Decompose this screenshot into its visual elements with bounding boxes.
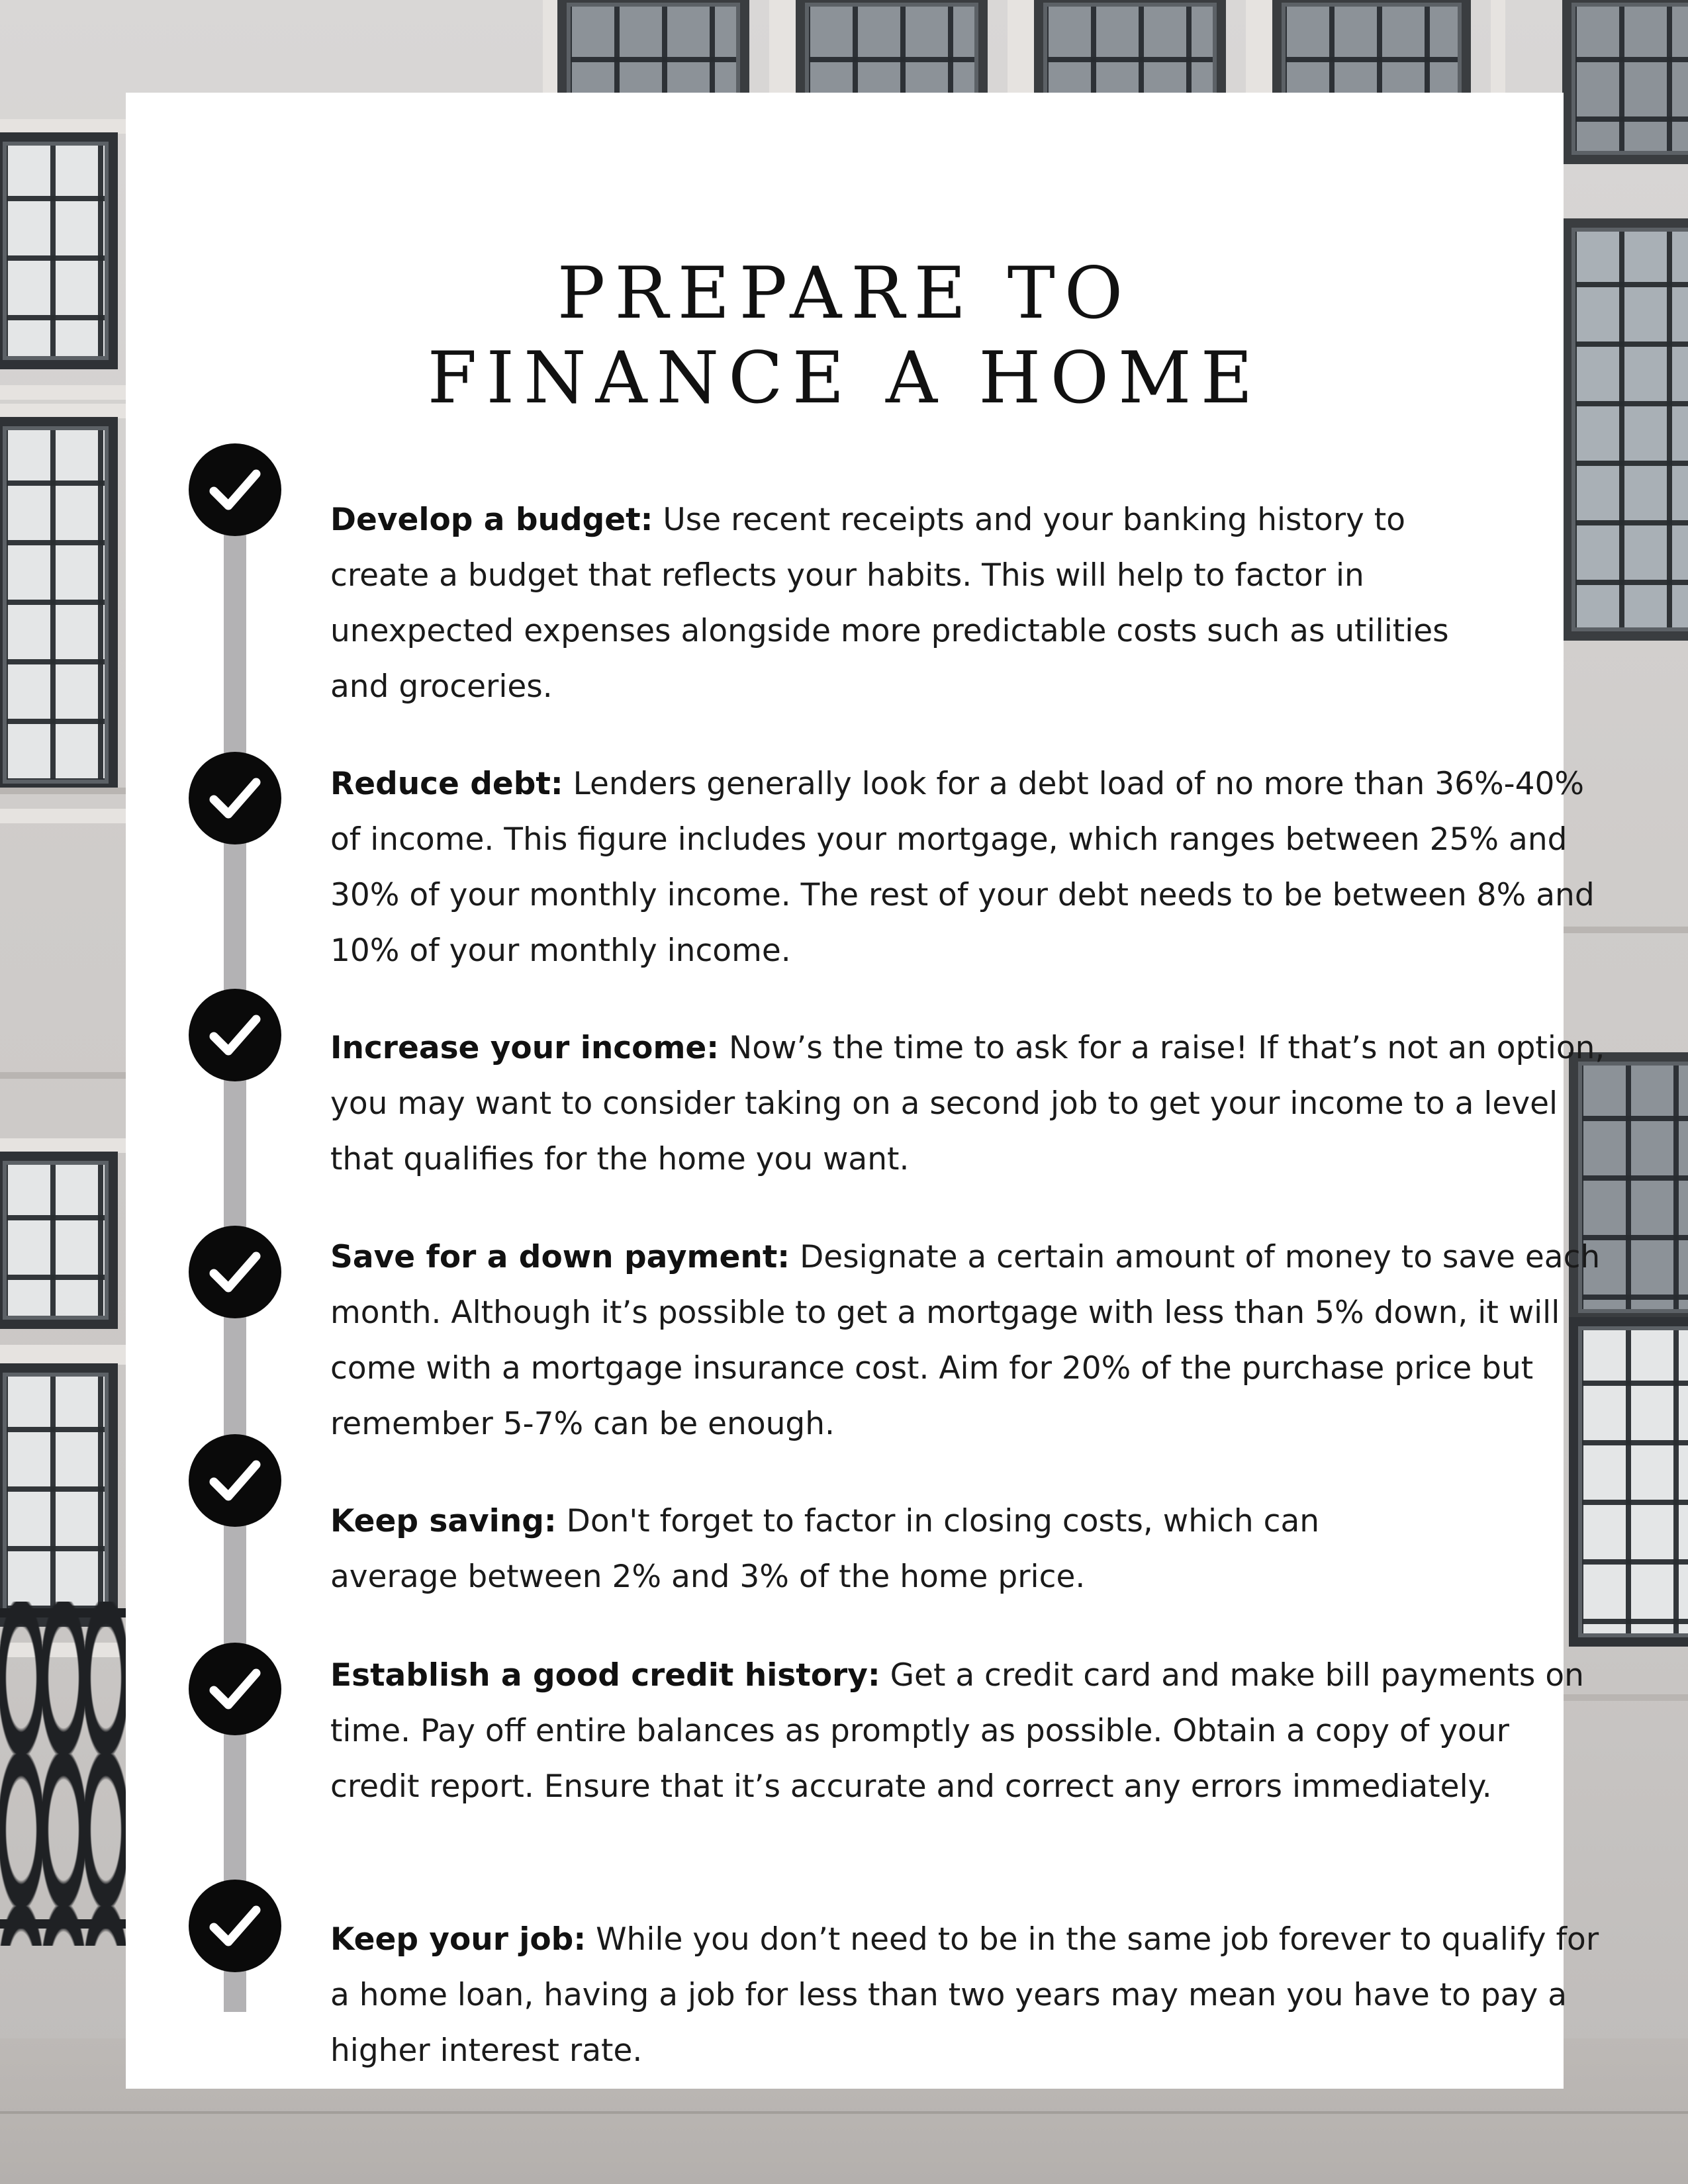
checkmark-icon (209, 1457, 261, 1504)
checkmark-icon (209, 1011, 261, 1059)
window (0, 417, 118, 793)
check-circle-icon (189, 989, 281, 1081)
window (1562, 218, 1688, 641)
checklist-item-debt (330, 756, 1608, 979)
item-heading: Increase your income: (330, 1030, 720, 1066)
iron-railing (0, 1602, 126, 1946)
item-heading: Save for a down payment: (330, 1239, 790, 1275)
check-circle-icon (189, 1643, 281, 1735)
page-title-line-2: FINANCE A HOME (427, 337, 1262, 420)
item-heading: Keep your job: (330, 1921, 586, 1958)
check-circle-icon (189, 443, 281, 536)
item-text: Designate a certain amount of money to save each month. Although it’s possible to get a mortgage with less than 5% down, it will come with a mortgage insurance cost. Aim for 20% of the purchase price but remember 5-7% can be enough. (330, 1239, 1601, 1442)
page-title-line-1: PREPARE TO (557, 252, 1133, 335)
checklist-item-job (330, 1912, 1608, 2079)
item-text: While you don’t need to be in the same job forever to qualify for a home loan, having a job for less than two years may mean you have to pay a higher interest rate. (330, 1921, 1599, 2069)
content-card (126, 93, 1605, 2089)
item-text: Now’s the time to ask for a raise! If that’s not an option, you may want to consider taking on a second job to get your income to a level that qualifies for the home you want. (330, 1030, 1605, 1177)
window (0, 1152, 118, 1329)
item-text: Get a credit card and make bill payments on time. Pay off entire balances as promptly as possible. Obtain a copy of your credit report. Ensure that it’s accurate and correct any errors immediately. (330, 1657, 1584, 1805)
item-heading: Establish a good credit history: (330, 1657, 880, 1694)
railing-bar (0, 1919, 126, 1929)
checkmark-icon (209, 1665, 261, 1713)
checkmark-icon (209, 466, 261, 514)
window (0, 1363, 118, 1627)
checkmark-icon (209, 774, 261, 822)
window (1562, 0, 1688, 164)
page-title (126, 251, 1564, 421)
checklist-item-saving (330, 1494, 1456, 1605)
stone-course (0, 788, 132, 794)
stone-course (0, 1072, 132, 1079)
check-circle-icon (189, 752, 281, 844)
checklist-item-credit (330, 1648, 1608, 1815)
check-circle-icon (189, 1434, 281, 1527)
item-text: Lenders generally look for a debt load of no more than 36%-40% of income. This figure includes your mortgage, which ranges between 25% and 30% of your monthly income. The rest of your debt needs to be between 8% and 10% of your monthly income. (330, 766, 1595, 969)
checklist-item-budget (330, 492, 1469, 715)
item-text: Don't forget to factor in closing costs, which can average between 2% and 3% of the home price. (330, 1503, 1320, 1595)
checklist-item-income (330, 1021, 1608, 1187)
item-heading: Keep saving: (330, 1503, 557, 1539)
item-text: Use recent receipts and your banking history to create a budget that reflects your habits. This will help to factor in unexpected expenses alongside more predictable costs such as utilities and groceries. (330, 502, 1449, 705)
check-circle-icon (189, 1880, 281, 1972)
checkmark-icon (209, 1248, 261, 1296)
check-circle-icon (189, 1226, 281, 1318)
sidewalk-seam (0, 2111, 1688, 2114)
checkmark-icon (209, 1902, 261, 1950)
checklist-item-down-payment (330, 1230, 1608, 1452)
window (0, 132, 118, 369)
item-heading: Develop a budget: (330, 502, 653, 538)
item-heading: Reduce debt: (330, 766, 563, 802)
